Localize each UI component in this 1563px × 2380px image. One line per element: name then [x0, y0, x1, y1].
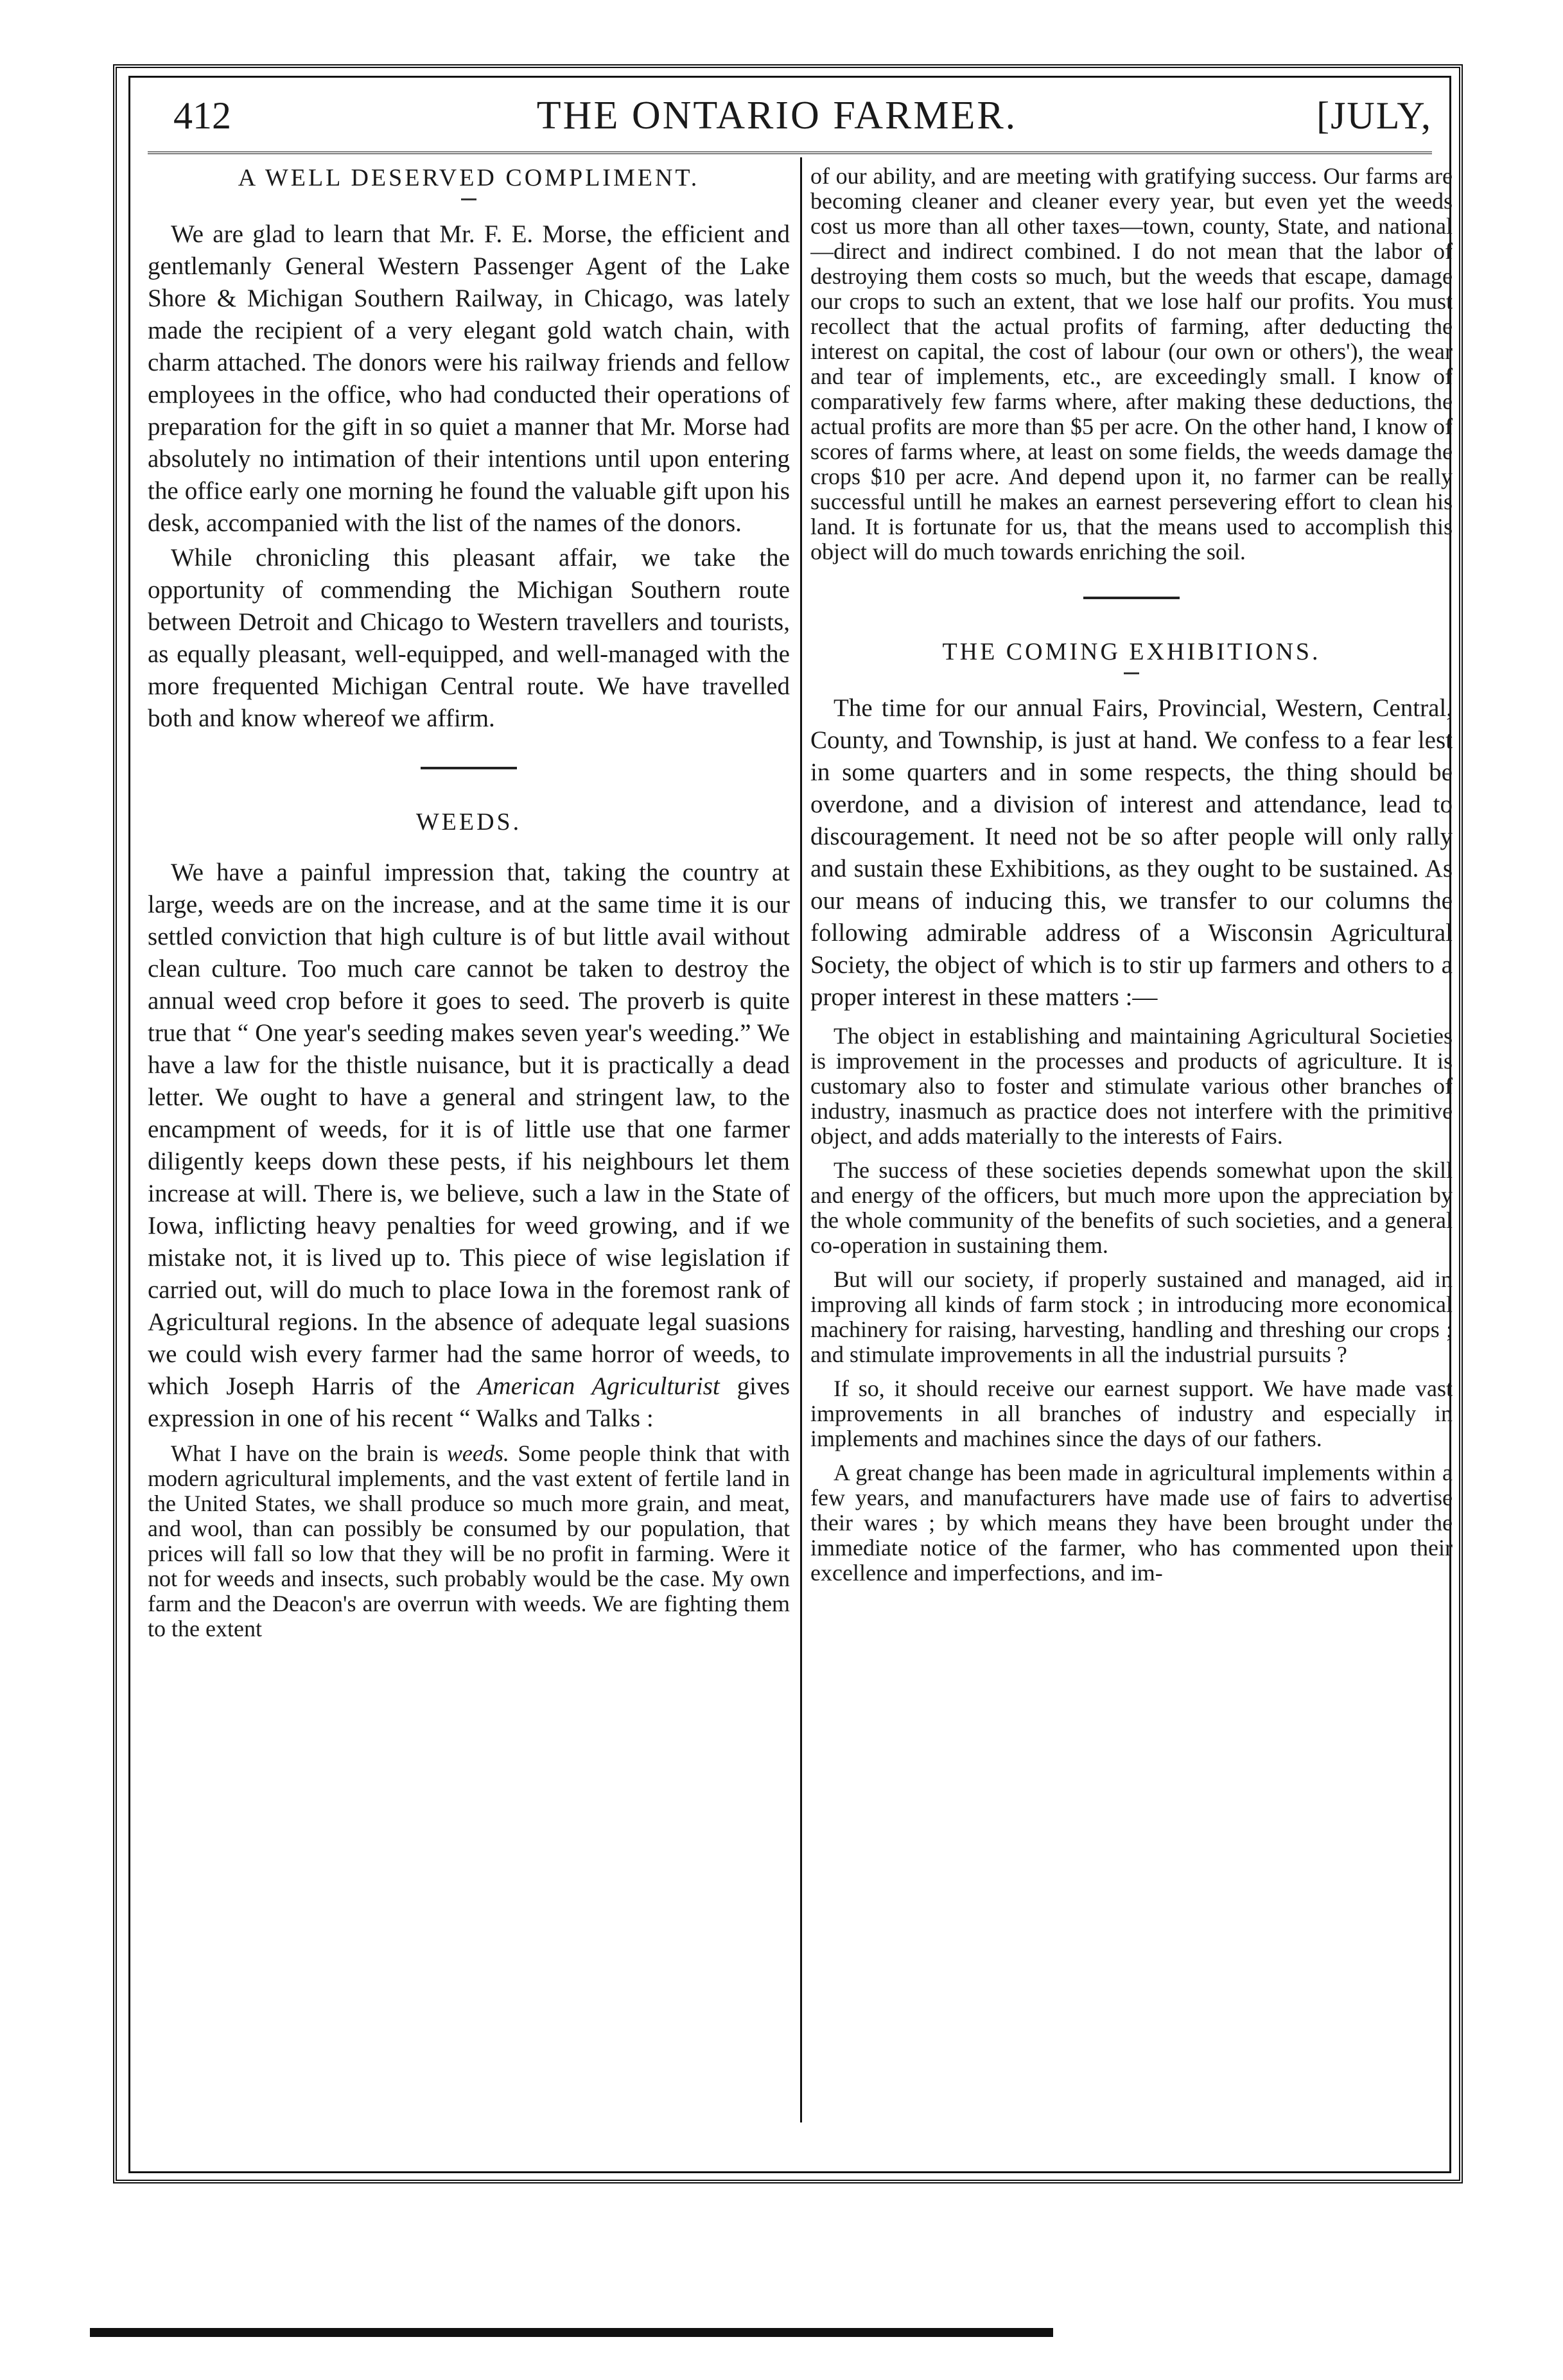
page-number: 412	[173, 94, 231, 137]
section-divider	[1083, 597, 1180, 599]
column-rule	[800, 157, 802, 2122]
left-column	[148, 164, 790, 2122]
compliment-paragraph-1: We are glad to learn that Mr. F. E. Morse, the efficient and gentlemanly General Western Passenger Agent of the Lake Shore & Michigan Southern Railway, in Chicago, was lately made the recipient of a very elegant gold watch chain, with charm attached. The donors were his railway friends and fellow employees in the office, who had conducted their operations of preparation for the gift in so quiet a manner that Mr. Morse had absolutely no intimation of their intentions until upon entering the office early one morning he found the valuable gift upon his desk, accompanied with the list of the names of the donors.	[148, 220, 790, 537]
compliment-paragraph-2: While chronicling this pleasant affair, we take the opportunity of commending the Michigan Southern route between Detroit and Chicago to Western travellers and tourists, as equally pleasant, well-equipped, and well-managed with the more frequented Michigan Central route. We have travelled both and know whereof we affirm.	[148, 544, 790, 732]
page-header	[173, 83, 1432, 148]
address-paragraph-4: If so, it should receive our earnest support. We have made vast improvements in all branches of industry and especially in implements and machines since the days of our fathers.	[810, 1376, 1453, 1451]
weeds-quote-continued: of our ability, and are meeting with gratifying success. Our farms are becoming cleaner and cleaner every year, but even yet the weeds cost us more than all other taxes—town, county, State, and national—direct and indirect combined. I do not mean that the labor of destroying them costs so much, but the weeds that escape, damage our crops to such an extent, that we lose half our profits. You must recollect that the actual profits of farming, after deducting the interest on capital, the cost of labour (our own or others'), the wear and tear of implements, etc., are exceedingly small. I know of comparatively few farms where, after making these deductions, the actual profits are more than $5 per acre. On the other hand, I know of scores of farms where, at least on some fields, the weeds damage the crops $10 per acre. And depend upon it, no farmer can be really successful untill he makes an earnest persevering effort to clean his land. It is fortunate for us, that the means used to accomplish this object will do much towards enriching the soil.	[810, 164, 1453, 564]
quote-rest: Some people think that with modern agricultural implements, and the vast extent of fertile land in the United States, we shall produce so much more grain, and meat, and wool, than can possibly be consumed by our population, that prices will fall so low that they will be no profit in farming. Were it not for weeds and insects, such probably would be the case. My own farm and the Deacon's are overrun with weeds. We are fighting them to the extent	[148, 1440, 790, 1641]
exhibitions-heading: THE COMING EXHIBITIONS.	[942, 638, 1321, 665]
article-exhibitions	[810, 638, 1453, 1586]
address-paragraph-2: The success of these societies depends somewhat upon the skill and energy of the officers, but much more upon the appreciation by the whole community of the benefits of such societies, and a general co-operation in sustaining them.	[810, 1157, 1453, 1258]
weeds-heading: WEEDS.	[415, 809, 522, 836]
weeds-text: We have a painful impression that, taking the country at large, weeds are on the increase, and at the same time it is our settled conviction that high culture is of but little avail without clean culture. Too much care cannot be taken to destroy the annual weed crop before it goes to seed. The proverb is quite true that “ One year's seeding makes seven year's weeding.” We have a law for the thistle nuisance, but it is practically a dead letter. We ought to have a general and stringent law, to the encampment of weeds, for it is of little use that one farmer diligently keeps down these pests, if his neighbours let them increase at will. There is, we believe, such a law in the State of Iowa, inflicting heavy penalties for weed growing, and if we mistake not, it is lived up to. This piece of wise legislation if carried out, will do much to place Iowa in the foremost rank of Agricultural regions. In the absence of adequate legal suasions we could wish every farmer had the same horror of weeds, to which Joseph Harris of the	[148, 859, 790, 1400]
quote-italic: weeds.	[446, 1440, 509, 1466]
heading-dash	[461, 198, 476, 200]
compliment-heading: A WELL DESERVED COMPLIMENT.	[238, 164, 700, 191]
publication-name: American Agriculturist	[477, 1372, 720, 1400]
bottom-rule	[90, 2328, 1053, 2337]
article-compliment	[148, 164, 790, 735]
article-weeds	[148, 808, 790, 1641]
running-month: [JULY,	[1316, 94, 1432, 137]
exhibitions-intro: The time for our annual Fairs, Provincial, Western, Central, County, and Township, is just at hand. We confess to a fear lest in some quarters and in some respects, the thing should be overdone, and a division of interest and attendance, lead to discouragement. It need not be so after people will only rally and sustain these Exhibitions, as they ought to be sustained. As our means of inducing this, we transfer to our columns the following admirable address of a Wisconsin Agricultural Society, the object of which is to stir up farmers and others to a proper interest in these matters :—	[810, 694, 1453, 1011]
right-column	[810, 164, 1453, 2122]
weeds-paragraph-1	[148, 857, 790, 1435]
heading-dash	[1124, 672, 1139, 674]
quote-start: What I have on the brain is	[171, 1440, 439, 1466]
address-paragraph-3: But will our society, if properly sustained and managed, aid in improving all kinds of farm stock ; in introducing more economical machinery for raising, harvesting, handling and threshing our crops ; and stimulate improvements in all the industrial pursuits ?	[810, 1266, 1453, 1367]
weeds-text-end: gives expression in one of his recent “ Walks and Talks :	[148, 1372, 790, 1432]
weeds-quote	[148, 1441, 790, 1641]
running-title: THE ONTARIO FARMER.	[536, 93, 1018, 137]
address-paragraph-1: The object in establishing and maintaining Agricultural Societies is improvement in the processes and products of agriculture. It is customary also to foster and stimulate various other branches of industry, inasmuch as practice does not interfere with the primitive object, and adds materially to the interests of Fairs.	[810, 1023, 1453, 1149]
header-rule	[148, 152, 1432, 154]
address-paragraph-5: A great change has been made in agricultural implements within a few years, and manufacturers have made use of fairs to advertise their wares ; by which means they have been brought under the immediate notice of the farmer, who has commented upon their excellence and imperfections, and im-	[810, 1460, 1453, 1586]
section-divider	[421, 767, 517, 769]
